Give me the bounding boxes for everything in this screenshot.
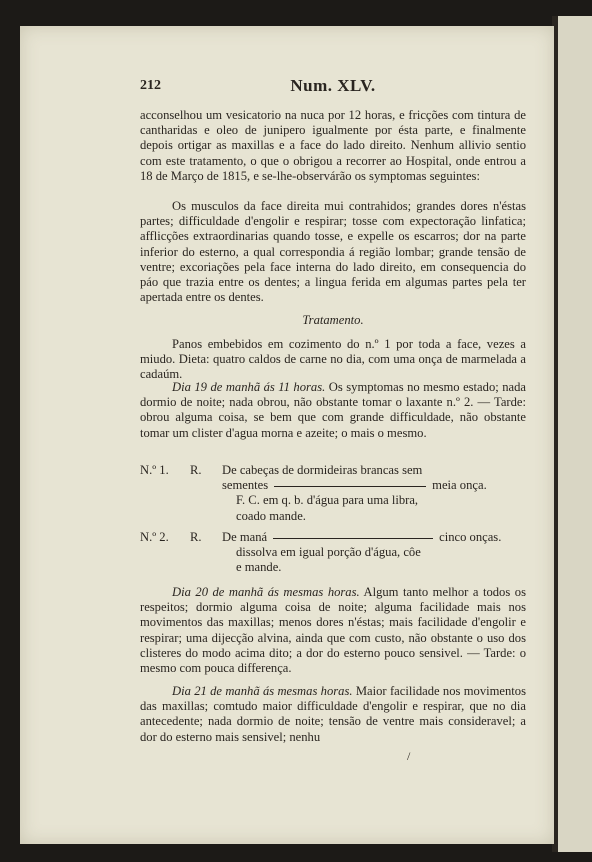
recipe-2-line-1-text: De maná [222, 530, 268, 544]
paragraph-day-20 [140, 585, 526, 676]
recipe-1-line-4: coado mande. [236, 508, 306, 523]
paragraph-continuation: acconselhou um vesicatorio na nuca por 12 horas, e fricções com tintura de cantharidas e oleo de junipero igualmente por ésta parte, e finalmente depois ortigar as maxillas e a face do lado direito. Nenhum allivio sentio com este tratamento, o que o obrigou a recorrer ao Hospital, onde entrou a 18 de Março de 1815, e se-lhe-observárão os symptomas seguintes: [140, 108, 526, 183]
day-19-text: Os symptomas no mesmo estado; nada dormio de noite; nada obrou, não obstante tomar o laxante n.º 2. — Tarde: obrou alguma coisa, se bem que com grande difficuldade, não obstante tomar um clister d'agua morna e azeite; o mais o mesmo. [140, 380, 527, 440]
recipe-1-line-1: De cabeças de dormideiras brancas sem [222, 463, 423, 477]
recipe-2-quantity: cinco onças. [439, 530, 502, 544]
recipe-2-line-1 [222, 530, 526, 545]
recipe-2-number: N.º 2. [140, 530, 169, 544]
paragraph-symptoms: Os musculos da face direita mui contrahidos; grandes dores n'éstas partes; difficuldade d'engolir e respirar; tosse com expectoração linfatica; afflicções extraordinarias quando tosse, e expelle os escarros; dor na parte inferior do esterno, a qual correspondia á região lombar; grande tensão de ventre; excoriações pela face interna do lado direito, em consequencia do páo que trazia entre os dentes; a lingua ferida em algumas partes pela ter apertada entre os dentes. [140, 199, 526, 305]
page-number: 212 [140, 78, 161, 93]
day-20-text: Algum tanto melhor a todos os respeitos; dormio alguma coisa de noite; alguma facilidade mais nos movimentos das maxillas; menos dores n'éstas; mais facilidade d'engolir e respirar; uma dijecção alvina, ainda que com custo, não obstante o uso dos clisteres do modo acima dito; a dor do esterno pouco sensivel. — Tarde: o mesmo com pouca differença. [140, 585, 526, 676]
recipe-2-line-3: e mande. [236, 560, 282, 575]
day-20-date: Dia 20 de manhã ás mesmas horas. [172, 585, 360, 599]
recipe-2-r: R. [190, 530, 202, 544]
recipe-1-quantity: meia onça. [432, 478, 487, 493]
recipe-2-line-2: dissolva em igual porção d'água, côe [236, 545, 421, 560]
stray-pen-mark: / [407, 749, 411, 763]
paragraph-day-21 [140, 684, 526, 745]
day-19-date: Dia 19 de manhã ás 11 horas. [172, 380, 326, 394]
day-21-text: Maior facilidade nos movimentos das maxillas; comtudo maior difficuldade d'engolir e respirar, que no dia antecedente; nada dormio de noite; tensão de ventre mais consideravel; a dor do esterno mais sensivel; nenhu [140, 684, 526, 744]
leader-dash [273, 538, 433, 539]
running-title: Num. XLV. [290, 76, 376, 95]
recipe-1-r: R. [190, 463, 202, 477]
recipe-1 [140, 463, 526, 523]
day-21-date: Dia 21 de manhã ás mesmas horas. [172, 684, 353, 698]
recipe-1-line-2 [222, 478, 526, 493]
facing-page-edge [558, 16, 592, 852]
recipe-1-line-3: F. C. em q. b. d'água para uma libra, [236, 493, 419, 508]
page-header [140, 78, 526, 98]
recipe-1-body [222, 463, 526, 524]
leader-dash [274, 486, 426, 487]
recipe-1-number: N.º 1. [140, 463, 169, 477]
paragraph-treatment: Panos embebidos em cozimento do n.º 1 por toda a face, vezes a miudo. Dieta: quatro caldos de carne no dia, com uma onça de marmelada a cadaúm. [140, 337, 526, 382]
recipe-2-body [222, 530, 526, 576]
recipe-2 [140, 530, 526, 576]
recipe-1-line-2-text: sementes [222, 478, 269, 493]
section-heading: Tratamento. [302, 313, 364, 327]
paragraph-day-19 [140, 380, 526, 441]
